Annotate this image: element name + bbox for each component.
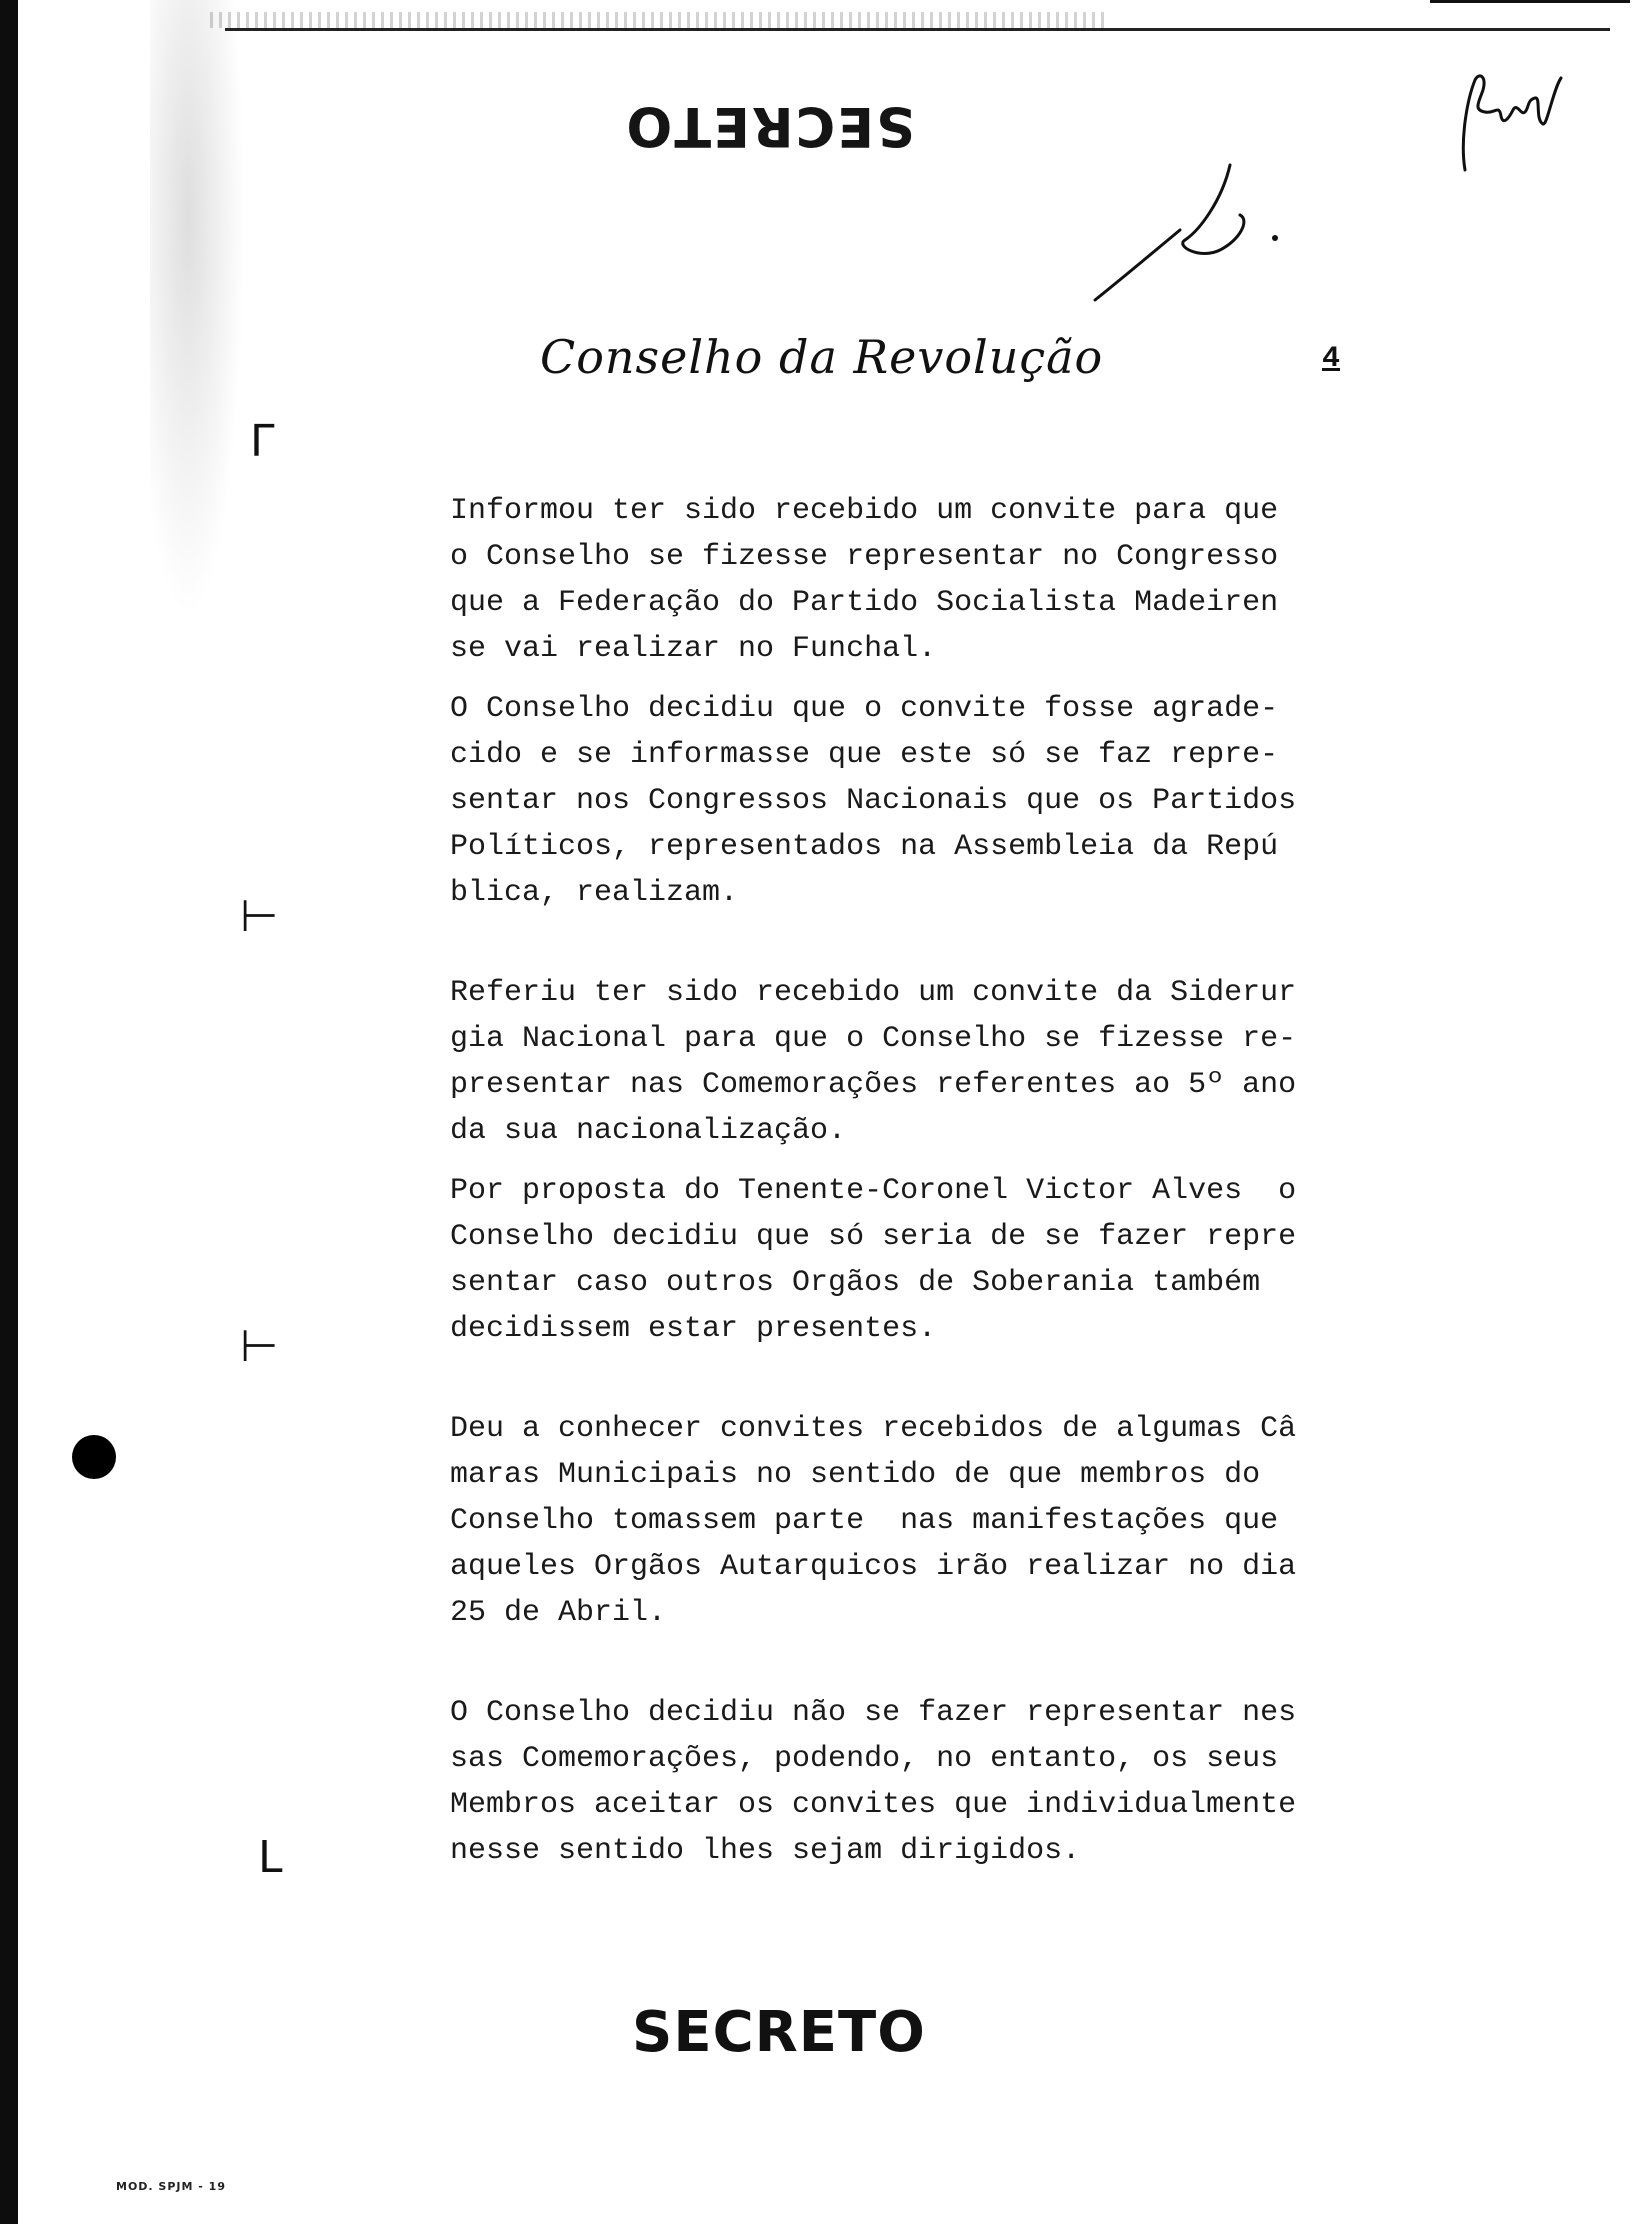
paragraph-line: Deu a conhecer convites recebidos de algumas Câ [450, 1412, 1297, 1446]
paragraph-line: O Conselho decidiu não se fazer representar nes [450, 1696, 1297, 1730]
scan-noise [210, 12, 1110, 28]
paragraph-line: Membros aceitar os convites que individualmente [450, 1788, 1297, 1822]
paragraph-line: se vai realizar no Funchal. [450, 632, 937, 666]
paragraph-line: maras Municipais no sentido de que membros do [450, 1458, 1261, 1492]
paragraph-line: o Conselho se fizesse representar no Congresso [450, 540, 1279, 574]
document-body [450, 488, 1350, 1874]
margin-mark: ⊢ [240, 891, 279, 942]
margin-mark: ⊢ [240, 1321, 279, 1372]
paragraph-line: da sua nacionalização. [450, 1114, 847, 1148]
corner-signature [1455, 60, 1575, 180]
paragraph-line: decidissem estar presentes. [450, 1312, 937, 1346]
initials-signature [1090, 160, 1300, 310]
paragraph [450, 1168, 1350, 1352]
margin-mark: Γ [250, 416, 275, 467]
paragraph-line: O Conselho decidiu que o convite fosse agrade- [450, 692, 1279, 726]
secret-stamp-top [624, 95, 915, 158]
scan-edge [0, 0, 18, 2224]
top-right-rule [1430, 0, 1630, 3]
top-rule [225, 28, 1610, 31]
paragraph-line: Informou ter sido recebido um convite para que [450, 494, 1279, 528]
paragraph [450, 488, 1350, 672]
paragraph-line: que a Federação do Partido Socialista Madeiren [450, 586, 1279, 620]
form-code: MOD. SPJM - 19 [116, 2180, 226, 2193]
paragraph-line: aqueles Orgãos Autarquicos irão realizar no dia [450, 1550, 1297, 1584]
paragraph-line: Conselho tomassem parte nas manifestações que [450, 1504, 1279, 1538]
paragraph [450, 1690, 1350, 1874]
paragraph-line: sentar nos Congressos Nacionais que os Partidos [450, 784, 1297, 818]
paragraph-line: blica, realizam. [450, 876, 739, 910]
page-number: 4 [1322, 342, 1341, 376]
letterhead-title: Conselho da Revolução [540, 330, 1104, 384]
paragraph-line: Referiu ter sido recebido um convite da Siderur [450, 976, 1297, 1010]
paragraph-line: nesse sentido lhes sejam dirigidos. [450, 1834, 1081, 1868]
paragraph-line: cido e se informasse que este só se faz repre- [450, 738, 1279, 772]
paragraph-line: sas Comemorações, podendo, no entanto, os seus [450, 1742, 1279, 1776]
paragraph-line: presentar nas Comemorações referentes ao 5º ano [450, 1068, 1297, 1102]
secret-stamp-bottom: SECRETO [632, 2000, 926, 2065]
paragraph-line: Políticos, representados na Assembleia da Repú [450, 830, 1279, 864]
paragraph-line: gia Nacional para que o Conselho se fizesse re- [450, 1022, 1297, 1056]
paragraph [450, 686, 1350, 916]
punch-hole [72, 1435, 116, 1479]
paragraph [450, 970, 1350, 1154]
paragraph-line: 25 de Abril. [450, 1596, 667, 1630]
paragraph-line: sentar caso outros Orgãos de Soberania também [450, 1266, 1261, 1300]
margin-mark: L [258, 1832, 283, 1883]
secret-stamp-top-text: SECRETO [624, 95, 915, 158]
paragraph-line: Por proposta do Tenente-Coronel Victor Alves o [450, 1174, 1297, 1208]
paragraph [450, 1406, 1350, 1636]
paragraph-line: Conselho decidiu que só seria de se fazer repre [450, 1220, 1297, 1254]
scan-smudge [150, 0, 245, 620]
